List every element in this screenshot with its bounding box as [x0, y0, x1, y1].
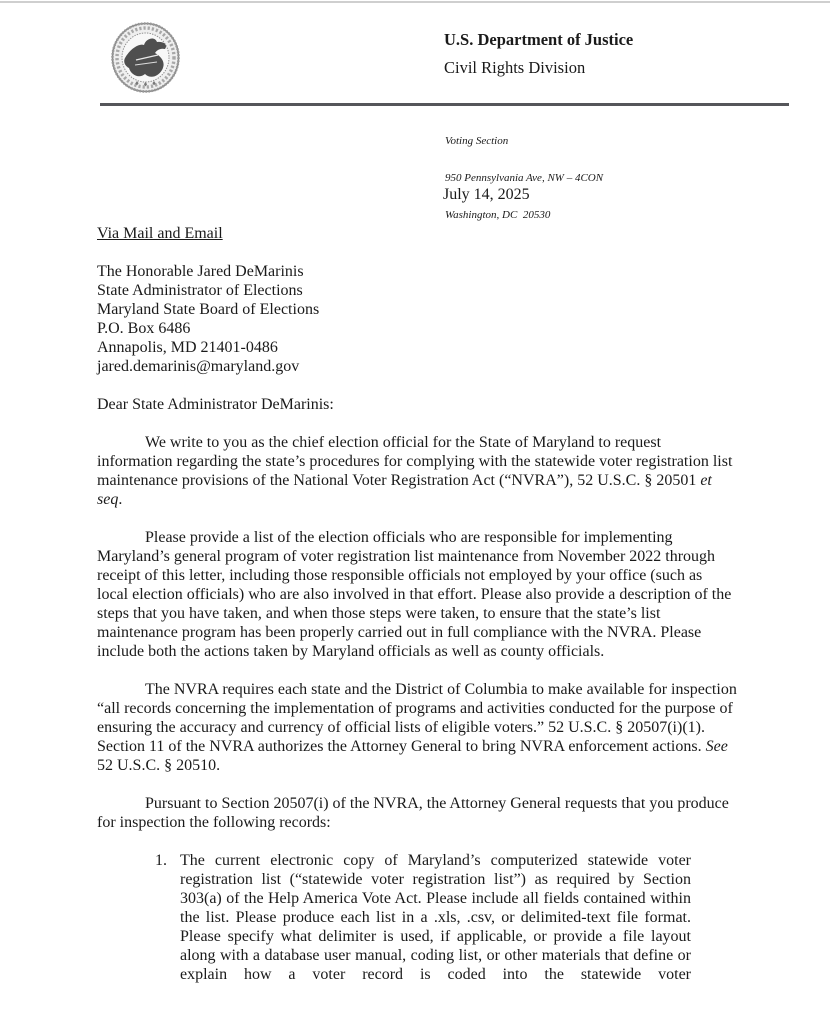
salutation: Dear State Administrator DeMarinis: — [97, 396, 334, 413]
text-run: The NVRA requires each state and the District of Columbia to make available for inspection “all records concerning the implementation of programs and activities conducted for the purpose of ensuring the accuracy and currency of official lists of eligible voters.” 52 U.S.C. § 20507(i)(1). Section 11 of the NVRA authorizes the Attorney General to bring NVRA enforcement actions. — [97, 681, 737, 755]
delivery-method: Via Mail and Email — [97, 225, 223, 242]
paragraph-3 — [97, 680, 737, 775]
division-name: Civil Rights Division — [444, 58, 586, 77]
paragraph-4 — [97, 794, 737, 832]
text-run-italic: See — [705, 738, 728, 755]
recipient-line: The Honorable Jared DeMarinis — [97, 263, 304, 280]
office-address-line: Voting Section — [445, 134, 509, 147]
recipient-line: Maryland State Board of Elections — [97, 301, 320, 318]
text-run-italic: et seq — [97, 472, 712, 508]
doj-seal-graphic — [111, 22, 180, 93]
recipient-line: P.O. Box 6486 — [97, 320, 191, 337]
text-run: We write to you as the chief election official for the State of Maryland to request information regarding the state’s procedures for complying with the statewide voter registration list maintenance provisions of the National Voter Registration Act (“NVRA”), 52 U.S.C. § 20501 — [97, 434, 733, 489]
paragraph-1 — [97, 433, 737, 509]
text-run: Please provide a list of the election officials who are responsible for implementing Maryland’s general program of voter registration list maintenance from November 2022 through receipt of this letter, including those responsible officials not employed by your office (such as local election officials) who are also involved in that effort. Please also provide a description of the steps that you have taken, and when those steps were taken, to ensure that the state’s list maintenance program has been properly carried out in full compliance with the NVRA. Please include both the actions taken by Maryland officials as well as county officials. — [97, 529, 732, 660]
paragraph-2 — [97, 528, 737, 661]
numbered-item-1 — [155, 851, 737, 984]
letter-body — [97, 224, 737, 984]
item-number: 1. — [155, 852, 167, 869]
office-address-line: 950 Pennsylvania Ave, NW – 4CON — [445, 172, 604, 185]
header-rule — [100, 103, 789, 106]
item-text: The current electronic copy of Maryland’s computerized statewide voter registration list (“statewide voter registration list”) as required by Section 303(a) of the Help America Vote Act. Please include all fields contained within the list. Please produce each list in a .xls, .csv, or delimited-text file format. Please specify what delimiter is used, if applicable, or provide a file layout along with a database user manual, coding list, or other materials that define or explain how a voter record is coded into the statewide voter — [180, 852, 691, 983]
letterhead — [444, 30, 633, 78]
recipient-email: jared.demarinis@maryland.gov — [97, 358, 300, 375]
page-top-edge — [0, 1, 830, 3]
doj-seal-icon — [111, 22, 180, 93]
letter-date: July 14, 2025 — [443, 186, 530, 203]
office-address-line: Washington, DC 20530 — [445, 209, 551, 222]
agency-name: U.S. Department of Justice — [444, 30, 634, 49]
recipient-line: Annapolis, MD 21401-0486 — [97, 339, 278, 356]
recipient-address — [97, 262, 737, 376]
text-run: 52 U.S.C. § 20510. — [97, 757, 221, 774]
text-run: . — [118, 491, 123, 508]
recipient-line: State Administrator of Elections — [97, 282, 303, 299]
text-run: Pursuant to Section 20507(i) of the NVRA, the Attorney General requests that you produce for inspection the following records: — [97, 795, 729, 831]
